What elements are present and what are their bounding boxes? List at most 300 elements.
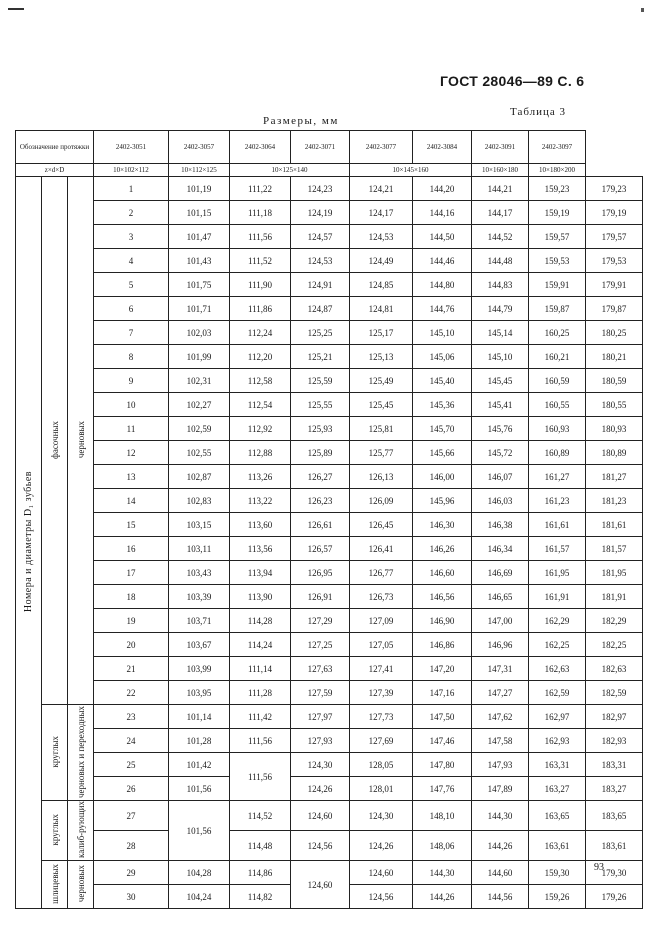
value-cell: 145,10: [472, 345, 529, 369]
dims-cell: 10×145×160: [350, 164, 472, 177]
designation-cell: 2402-3097: [529, 131, 586, 164]
value-cell: 125,25: [291, 321, 350, 345]
row-number: 5: [94, 273, 169, 297]
value-cell: 181,61: [586, 513, 643, 537]
row-number: 24: [94, 729, 169, 753]
value-cell: 180,55: [586, 393, 643, 417]
row-number: 27: [94, 801, 169, 831]
value-cell: 126,77: [350, 561, 413, 585]
value-cell: 124,53: [291, 249, 350, 273]
value-cell: 159,53: [529, 249, 586, 273]
table-row: [16, 633, 643, 657]
value-cell: 104,24: [169, 885, 230, 909]
side-label-round-text: круглых: [49, 735, 60, 768]
value-cell: 125,49: [350, 369, 413, 393]
value-cell: 101,42: [169, 753, 230, 777]
value-cell: 101,47: [169, 225, 230, 249]
value-cell: 101,43: [169, 249, 230, 273]
value-cell: 114,82: [230, 885, 291, 909]
designation-cell: 2402-3064: [230, 131, 291, 164]
value-cell: 124,23: [291, 177, 350, 201]
value-cell: 148,06: [413, 831, 472, 861]
value-cell: 125,13: [350, 345, 413, 369]
value-cell: 181,95: [586, 561, 643, 585]
value-cell: 127,59: [291, 681, 350, 705]
value-cell: 144,21: [472, 177, 529, 201]
value-cell: 179,19: [586, 201, 643, 225]
value-cell: 147,20: [413, 657, 472, 681]
page-number: 93: [594, 862, 604, 873]
value-cell: 147,46: [413, 729, 472, 753]
value-cell: 124,85: [350, 273, 413, 297]
row-number: 3: [94, 225, 169, 249]
value-cell: 145,10: [413, 321, 472, 345]
value-cell: 160,55: [529, 393, 586, 417]
value-cell: 182,63: [586, 657, 643, 681]
value-cell: 144,52: [472, 225, 529, 249]
dimensions-table: [15, 130, 643, 909]
side-label-calibrating: [68, 801, 94, 861]
value-cell: 101,71: [169, 297, 230, 321]
value-cell: 146,56: [413, 585, 472, 609]
row-number: 14: [94, 489, 169, 513]
dims-cell: 10×112×125: [169, 164, 230, 177]
value-cell: 113,90: [230, 585, 291, 609]
value-cell: 113,60: [230, 513, 291, 537]
value-cell: 182,97: [586, 705, 643, 729]
table-row: [16, 249, 643, 273]
value-cell: 125,77: [350, 441, 413, 465]
table-row: [16, 801, 643, 831]
value-cell: 127,69: [350, 729, 413, 753]
value-cell: 124,60: [291, 801, 350, 831]
value-cell: 159,57: [529, 225, 586, 249]
value-cell: 144,17: [472, 201, 529, 225]
row-number: 7: [94, 321, 169, 345]
value-cell: 126,73: [350, 585, 413, 609]
value-cell: 101,75: [169, 273, 230, 297]
value-cell: 102,27: [169, 393, 230, 417]
table-label: Таблица 3: [510, 106, 567, 118]
value-cell: 147,93: [472, 753, 529, 777]
value-cell: 146,34: [472, 537, 529, 561]
designation-cell: 2402-3051: [94, 131, 169, 164]
value-cell: 126,09: [350, 489, 413, 513]
table-row: [16, 369, 643, 393]
value-cell: 181,27: [586, 465, 643, 489]
scan-mark: [641, 8, 644, 12]
row-number: 6: [94, 297, 169, 321]
value-cell: 124,19: [291, 201, 350, 225]
value-cell: 126,27: [291, 465, 350, 489]
value-cell: 126,13: [350, 465, 413, 489]
value-cell: 126,23: [291, 489, 350, 513]
table-row: [16, 705, 643, 729]
value-cell: 146,65: [472, 585, 529, 609]
value-cell: 159,91: [529, 273, 586, 297]
value-cell: 111,56: [230, 753, 291, 801]
value-cell: 180,89: [586, 441, 643, 465]
value-cell: 182,25: [586, 633, 643, 657]
value-cell: 126,95: [291, 561, 350, 585]
value-cell: 111,52: [230, 249, 291, 273]
value-cell: 112,24: [230, 321, 291, 345]
designation-cell: 2402-3071: [291, 131, 350, 164]
table-row: [16, 177, 643, 201]
table-row: [16, 681, 643, 705]
side-label-rough: [68, 861, 94, 909]
value-cell: 144,56: [472, 885, 529, 909]
value-cell: 128,05: [350, 753, 413, 777]
value-cell: 160,59: [529, 369, 586, 393]
table-row: [16, 201, 643, 225]
value-cell: 145,45: [472, 369, 529, 393]
value-cell: 111,42: [230, 705, 291, 729]
value-cell: 101,19: [169, 177, 230, 201]
row-number: 13: [94, 465, 169, 489]
value-cell: 148,10: [413, 801, 472, 831]
value-cell: 179,57: [586, 225, 643, 249]
value-cell: 127,05: [350, 633, 413, 657]
value-cell: 112,54: [230, 393, 291, 417]
value-cell: 182,93: [586, 729, 643, 753]
value-cell: 147,76: [413, 777, 472, 801]
value-cell: 146,90: [413, 609, 472, 633]
value-cell: 126,41: [350, 537, 413, 561]
value-cell: 113,22: [230, 489, 291, 513]
value-cell: 101,99: [169, 345, 230, 369]
value-cell: 147,89: [472, 777, 529, 801]
row-number: 15: [94, 513, 169, 537]
side-label-rough-text: черновых: [75, 420, 86, 459]
value-cell: 146,26: [413, 537, 472, 561]
value-cell: 147,58: [472, 729, 529, 753]
value-cell: 181,91: [586, 585, 643, 609]
value-cell: 114,28: [230, 609, 291, 633]
table-row: [16, 225, 643, 249]
value-cell: 124,49: [350, 249, 413, 273]
value-cell: 146,03: [472, 489, 529, 513]
value-cell: 127,29: [291, 609, 350, 633]
table-row: [16, 561, 643, 585]
value-cell: 124,17: [350, 201, 413, 225]
value-cell: 183,31: [586, 753, 643, 777]
value-cell: 159,26: [529, 885, 586, 909]
value-cell: 102,55: [169, 441, 230, 465]
value-cell: 111,86: [230, 297, 291, 321]
row-number: 10: [94, 393, 169, 417]
value-cell: 124,81: [350, 297, 413, 321]
value-cell: 145,76: [472, 417, 529, 441]
value-cell: 161,23: [529, 489, 586, 513]
value-cell: 124,60: [291, 861, 350, 909]
value-cell: 144,79: [472, 297, 529, 321]
value-cell: 144,20: [413, 177, 472, 201]
row-number: 28: [94, 831, 169, 861]
row-number: 20: [94, 633, 169, 657]
value-cell: 111,18: [230, 201, 291, 225]
value-cell: 162,29: [529, 609, 586, 633]
side-label-rough-transitional-text: черновых и переходных: [75, 705, 86, 798]
designation-cell: 2402-3091: [472, 131, 529, 164]
row-number: 25: [94, 753, 169, 777]
value-cell: 161,95: [529, 561, 586, 585]
table-subtitle: Размеры, мм: [263, 115, 339, 127]
designation-cell: 2402-3084: [413, 131, 472, 164]
value-cell: 183,27: [586, 777, 643, 801]
value-cell: 144,60: [472, 861, 529, 885]
value-cell: 147,00: [472, 609, 529, 633]
side-label-faceted: [42, 177, 68, 705]
side-label-rough: [68, 177, 94, 705]
value-cell: 124,91: [291, 273, 350, 297]
value-cell: 163,27: [529, 777, 586, 801]
value-cell: 163,31: [529, 753, 586, 777]
value-cell: 179,53: [586, 249, 643, 273]
value-cell: 144,46: [413, 249, 472, 273]
row-number: 8: [94, 345, 169, 369]
value-cell: 127,97: [291, 705, 350, 729]
side-label-main-text: Номера и диаметры D₁ зубьев: [22, 470, 34, 613]
value-cell: 145,40: [413, 369, 472, 393]
value-cell: 159,30: [529, 861, 586, 885]
value-cell: 145,06: [413, 345, 472, 369]
row-number: 30: [94, 885, 169, 909]
value-cell: 145,72: [472, 441, 529, 465]
table-row: [16, 609, 643, 633]
side-label-splined: [42, 861, 68, 909]
value-cell: 128,01: [350, 777, 413, 801]
row-number: 21: [94, 657, 169, 681]
side-label-round: [42, 801, 68, 861]
value-cell: 126,91: [291, 585, 350, 609]
row-number: 9: [94, 369, 169, 393]
value-cell: 146,38: [472, 513, 529, 537]
value-cell: 163,61: [529, 831, 586, 861]
value-cell: 125,89: [291, 441, 350, 465]
value-cell: 114,86: [230, 861, 291, 885]
value-cell: 147,31: [472, 657, 529, 681]
dims-cell: 10×180×200: [529, 164, 586, 177]
value-cell: 103,15: [169, 513, 230, 537]
value-cell: 144,30: [413, 861, 472, 885]
value-cell: 179,30: [586, 861, 643, 885]
dims-cell: 10×160×180: [472, 164, 529, 177]
table-row: [16, 417, 643, 441]
value-cell: 161,61: [529, 513, 586, 537]
value-cell: 125,55: [291, 393, 350, 417]
value-cell: 124,53: [350, 225, 413, 249]
value-cell: 144,48: [472, 249, 529, 273]
value-cell: 180,59: [586, 369, 643, 393]
row-number: 26: [94, 777, 169, 801]
value-cell: 145,36: [413, 393, 472, 417]
value-cell: 180,25: [586, 321, 643, 345]
value-cell: 101,56: [169, 777, 230, 801]
value-cell: 181,23: [586, 489, 643, 513]
table-row: [16, 753, 643, 777]
value-cell: 114,24: [230, 633, 291, 657]
value-cell: 112,88: [230, 441, 291, 465]
value-cell: 127,63: [291, 657, 350, 681]
row-number: 1: [94, 177, 169, 201]
value-cell: 102,83: [169, 489, 230, 513]
value-cell: 125,59: [291, 369, 350, 393]
value-cell: 103,39: [169, 585, 230, 609]
value-cell: 127,25: [291, 633, 350, 657]
value-cell: 125,17: [350, 321, 413, 345]
row-number: 16: [94, 537, 169, 561]
value-cell: 127,93: [291, 729, 350, 753]
designation-label: Обозначение протяжки: [16, 131, 94, 164]
value-cell: 182,59: [586, 681, 643, 705]
value-cell: 127,73: [350, 705, 413, 729]
table-row: [16, 489, 643, 513]
value-cell: 162,25: [529, 633, 586, 657]
value-cell: 103,99: [169, 657, 230, 681]
value-cell: 125,93: [291, 417, 350, 441]
value-cell: 125,81: [350, 417, 413, 441]
table-row: [16, 585, 643, 609]
value-cell: 126,61: [291, 513, 350, 537]
value-cell: 183,61: [586, 831, 643, 861]
row-number: 17: [94, 561, 169, 585]
row-number: 19: [94, 609, 169, 633]
value-cell: 103,71: [169, 609, 230, 633]
value-cell: 127,09: [350, 609, 413, 633]
value-cell: 103,11: [169, 537, 230, 561]
value-cell: 162,59: [529, 681, 586, 705]
value-cell: 111,28: [230, 681, 291, 705]
dims-cell: 10×102×112: [94, 164, 169, 177]
value-cell: 101,15: [169, 201, 230, 225]
value-cell: 111,56: [230, 225, 291, 249]
value-cell: 145,70: [413, 417, 472, 441]
value-cell: 162,63: [529, 657, 586, 681]
value-cell: 144,16: [413, 201, 472, 225]
value-cell: 161,27: [529, 465, 586, 489]
value-cell: 160,25: [529, 321, 586, 345]
designation-cell: 2402-3077: [350, 131, 413, 164]
value-cell: 124,30: [350, 801, 413, 831]
table-row: [16, 861, 643, 885]
value-cell: 182,29: [586, 609, 643, 633]
side-label-calibrating-text: калиб-рующих: [75, 801, 86, 859]
table-row: [16, 321, 643, 345]
value-cell: 113,94: [230, 561, 291, 585]
dims-cell: 10×125×140: [230, 164, 350, 177]
value-cell: 124,21: [350, 177, 413, 201]
value-cell: 160,89: [529, 441, 586, 465]
value-cell: 159,87: [529, 297, 586, 321]
value-cell: 111,90: [230, 273, 291, 297]
value-cell: 180,21: [586, 345, 643, 369]
value-cell: 144,83: [472, 273, 529, 297]
value-cell: 146,86: [413, 633, 472, 657]
designation-cell: 2402-3057: [169, 131, 230, 164]
table-row: [16, 831, 643, 861]
value-cell: 183,65: [586, 801, 643, 831]
value-cell: 124,56: [291, 831, 350, 861]
table-row: [16, 345, 643, 369]
value-cell: 147,50: [413, 705, 472, 729]
row-number: 11: [94, 417, 169, 441]
value-cell: 102,87: [169, 465, 230, 489]
value-cell: 124,60: [350, 861, 413, 885]
table-row: [16, 777, 643, 801]
value-cell: 124,57: [291, 225, 350, 249]
value-cell: 124,56: [350, 885, 413, 909]
value-cell: 103,95: [169, 681, 230, 705]
value-cell: 146,60: [413, 561, 472, 585]
value-cell: 179,26: [586, 885, 643, 909]
row-number: 4: [94, 249, 169, 273]
value-cell: 125,45: [350, 393, 413, 417]
value-cell: 147,80: [413, 753, 472, 777]
table-row: [16, 729, 643, 753]
value-cell: 103,67: [169, 633, 230, 657]
table-row: [16, 657, 643, 681]
value-cell: 127,39: [350, 681, 413, 705]
value-cell: 112,58: [230, 369, 291, 393]
value-cell: 102,31: [169, 369, 230, 393]
value-cell: 146,69: [472, 561, 529, 585]
value-cell: 144,80: [413, 273, 472, 297]
value-cell: 145,14: [472, 321, 529, 345]
table-row: [16, 441, 643, 465]
value-cell: 144,30: [472, 801, 529, 831]
value-cell: 147,16: [413, 681, 472, 705]
value-cell: 124,30: [291, 753, 350, 777]
value-cell: 160,93: [529, 417, 586, 441]
value-cell: 147,62: [472, 705, 529, 729]
value-cell: 113,56: [230, 537, 291, 561]
row-number: 22: [94, 681, 169, 705]
row-number: 29: [94, 861, 169, 885]
value-cell: 146,07: [472, 465, 529, 489]
value-cell: 146,96: [472, 633, 529, 657]
value-cell: 125,21: [291, 345, 350, 369]
value-cell: 159,23: [529, 177, 586, 201]
table-row: [16, 465, 643, 489]
value-cell: 111,14: [230, 657, 291, 681]
value-cell: 145,41: [472, 393, 529, 417]
side-label-rough-transitional: [68, 705, 94, 801]
value-cell: 145,96: [413, 489, 472, 513]
row-number: 18: [94, 585, 169, 609]
value-cell: 104,28: [169, 861, 230, 885]
value-cell: 102,03: [169, 321, 230, 345]
value-cell: 111,56: [230, 729, 291, 753]
value-cell: 124,26: [291, 777, 350, 801]
value-cell: 126,45: [350, 513, 413, 537]
value-cell: 161,57: [529, 537, 586, 561]
value-cell: 163,65: [529, 801, 586, 831]
value-cell: 162,97: [529, 705, 586, 729]
value-cell: 179,91: [586, 273, 643, 297]
value-cell: 103,43: [169, 561, 230, 585]
value-cell: 145,66: [413, 441, 472, 465]
side-label-round-text: круглых: [49, 813, 60, 846]
table-row: [16, 393, 643, 417]
value-cell: 181,57: [586, 537, 643, 561]
value-cell: 147,27: [472, 681, 529, 705]
value-cell: 111,22: [230, 177, 291, 201]
table-row: [16, 297, 643, 321]
value-cell: 144,26: [472, 831, 529, 861]
standard-header: ГОСТ 28046—89 С. 6: [440, 73, 585, 89]
side-label-faceted-text: фасочных: [49, 420, 60, 459]
